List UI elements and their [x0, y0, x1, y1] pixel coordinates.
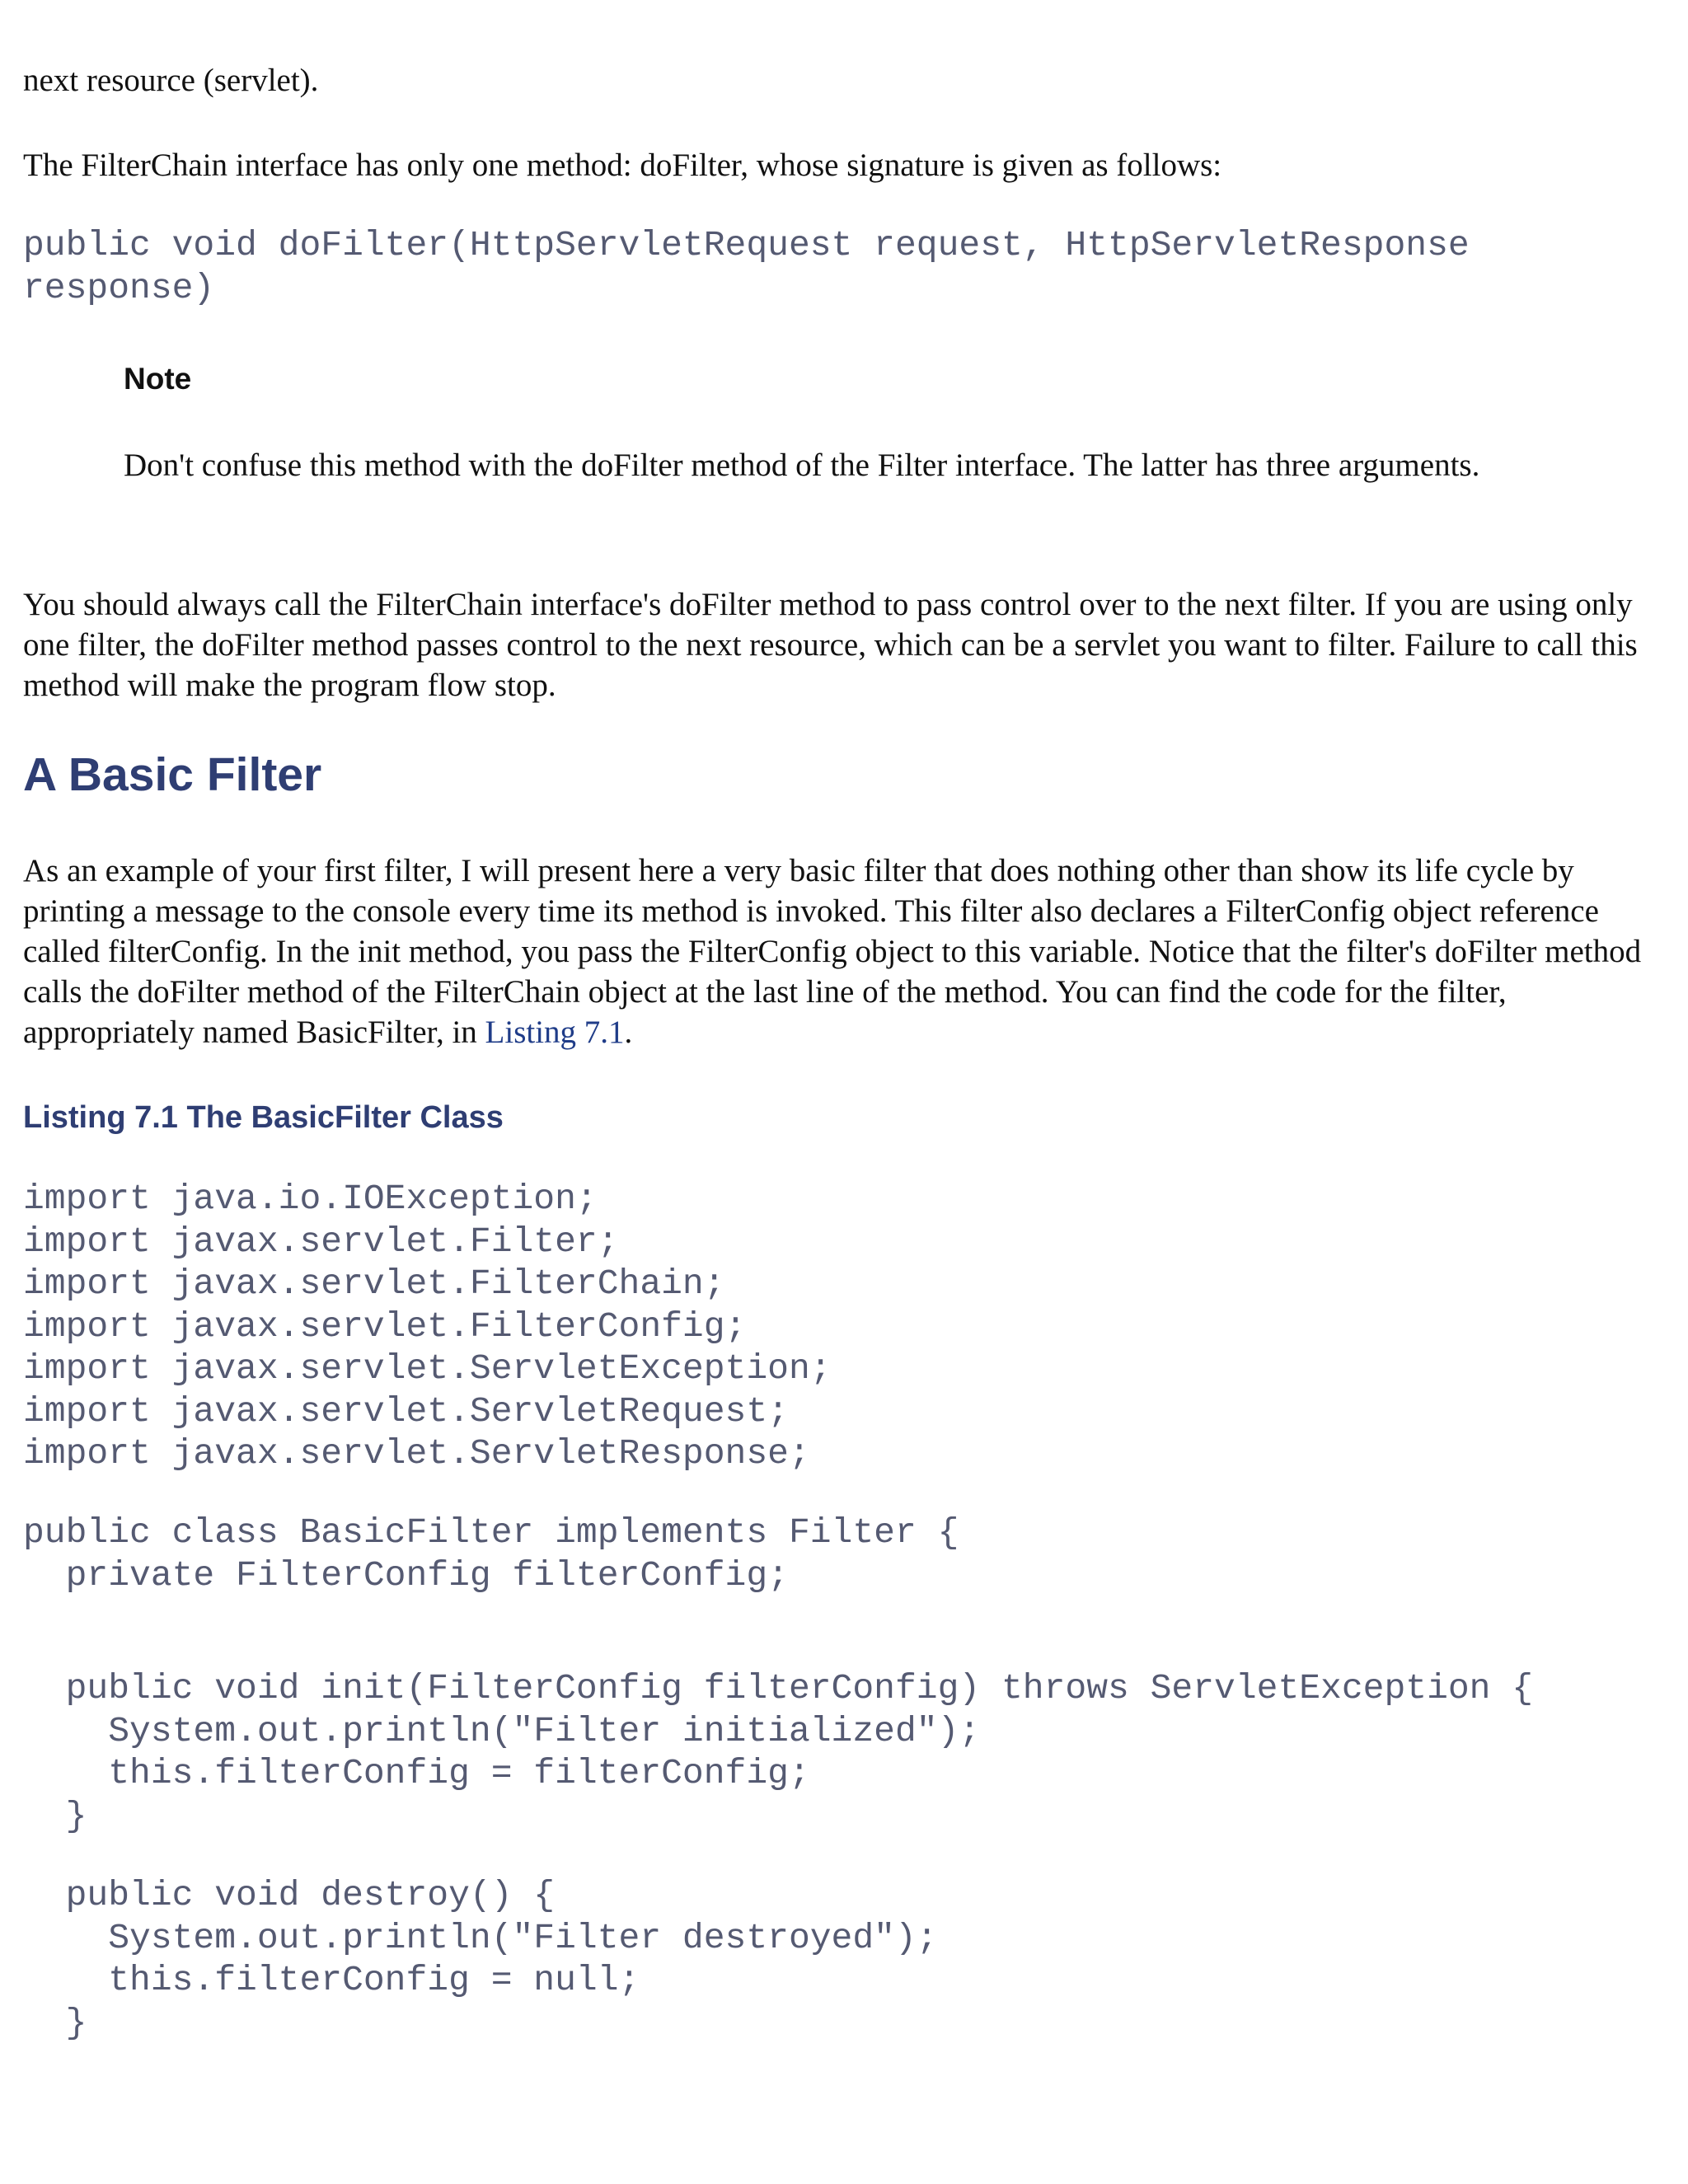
- listing-imports-code: import java.io.IOException; import javax.servlet.Filter; import javax.servlet.FilterChain; import javax.servlet.FilterConfig; import javax.servlet.ServletException; import javax.servlet.ServletRequest; import javax.servlet.ServletResponse;: [23, 1179, 832, 1474]
- note-body: Don't confuse this method with the doFilter method of the Filter interface. The latter has three arguments.: [124, 448, 1480, 483]
- listing-destroy-method-code: public void destroy() { System.out.println("Filter destroyed"); this.filterConfig = null; }: [65, 1875, 938, 2043]
- example-paragraph: [23, 851, 1663, 1052]
- listing-init-method-code: public void init(FilterConfig filterConfig) throws ServletException { System.out.println("Filter initialized"); this.filterConfig = filterConfig; }: [65, 1668, 1534, 1836]
- intro-fragment: next resource (servlet).: [23, 63, 319, 98]
- listing-7-1-link[interactable]: Listing 7.1: [485, 1015, 625, 1050]
- listing-class-declaration-code: public class BasicFilter implements Filter { private FilterConfig filterConfig;: [23, 1512, 959, 1596]
- call-dofilter-paragraph: You should always call the FilterChain interface's doFilter method to pass control over to the next filter. If you are using only one filter, the doFilter method passes control to the next resource, which can be a servlet you want to filter. Failure to call this method will make the program flow stop.: [23, 587, 1638, 703]
- example-paragraph-text: As an example of your first filter, I will present here a very basic filter that does nothing other than show its life cycle by printing a message to the console every time its method is invoked. This filter also declares a FilterConfig object reference called filterConfig. In the init method, you pass the FilterConfig object to this variable. Notice that the filter's doFilter method calls the doFilter method of the FilterChain object at the last line of the method. You can find the code for the filter, appropriately named BasicFilter, in: [23, 853, 1642, 1050]
- listing-title: Listing 7.1 The BasicFilter Class: [23, 1100, 504, 1135]
- example-paragraph-end: .: [624, 1015, 633, 1050]
- dofilter-signature-code: public void doFilter(HttpServletRequest request, HttpServletResponse response): [23, 225, 1470, 308]
- note-title: Note: [124, 362, 192, 396]
- section-heading: A Basic Filter: [23, 748, 322, 801]
- filterchain-intro-paragraph: The FilterChain interface has only one method: doFilter, whose signature is given as follows:: [23, 148, 1222, 183]
